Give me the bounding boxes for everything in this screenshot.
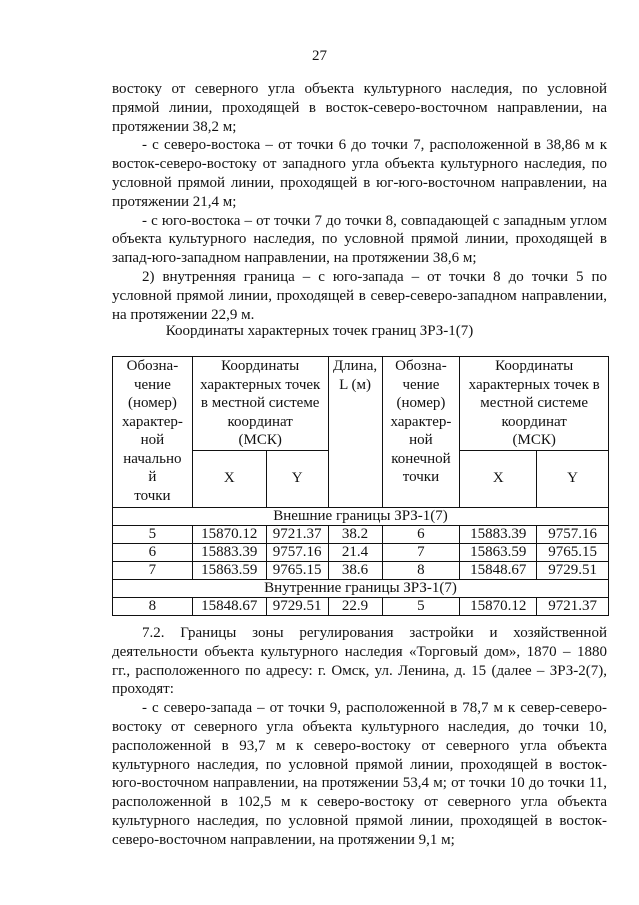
intro-text-block bbox=[112, 80, 607, 324]
table-cell: 15863.59 bbox=[192, 561, 266, 579]
header-length: Длина, L (м) bbox=[328, 357, 382, 508]
header-y-end: Y bbox=[537, 450, 609, 507]
paragraph: 2) внутренняя граница – с юго-запада – от точки 8 до точки 5 по условной прямой линии, проходящей в север-северо-западном направлении, на протяжении 22,9 м. bbox=[112, 268, 607, 323]
table-cell: 21.4 bbox=[328, 543, 382, 561]
table-section-row bbox=[113, 579, 609, 597]
table-cell: 15863.59 bbox=[460, 543, 537, 561]
section-outer-label: Внешние границы ЗРЗ-1(7) bbox=[113, 507, 609, 525]
header-end-point: Обозна- чение (номер) характер- ной конечной точки bbox=[382, 357, 460, 508]
section-inner-label: Внутренние границы ЗРЗ-1(7) bbox=[113, 579, 609, 597]
table-cell: 7 bbox=[113, 561, 193, 579]
table-cell: 15883.39 bbox=[460, 525, 537, 543]
table-cell: 9765.15 bbox=[537, 543, 609, 561]
table-row bbox=[113, 543, 609, 561]
paragraph: 7.2. Границы зоны регулирования застройки и хозяйственной деятельности объекта культурного наследия «Торговый дом», 1870 – 1880 гг., расположенного по адресу: г. Омск, ул. Ленина, д. 15 (далее – ЗРЗ-2(7), проходят: bbox=[112, 625, 607, 698]
table-cell: 9729.51 bbox=[266, 597, 328, 615]
table-caption: Координаты характерных точек границ ЗРЗ-1(7) bbox=[165, 323, 474, 339]
table-section-row bbox=[113, 507, 609, 525]
table-row bbox=[113, 597, 609, 615]
table-cell: 15848.67 bbox=[192, 597, 266, 615]
table-cell: 9721.37 bbox=[537, 597, 609, 615]
table-cell: 9765.15 bbox=[266, 561, 328, 579]
header-x-start: X bbox=[192, 450, 266, 507]
paragraph: - с юго-востока – от точки 7 до точки 8, совпадающей с западным углом объекта культурного наследия, по условной прямой линии, проходящей в запад-юго-западном направлении, на протяжении 38,6 м; bbox=[112, 212, 607, 267]
table-row bbox=[113, 561, 609, 579]
table-cell: 8 bbox=[113, 597, 193, 615]
table-cell: 9721.37 bbox=[266, 525, 328, 543]
table-cell: 8 bbox=[382, 561, 460, 579]
header-start-point: Обозна- чение (номер) характер- ной начально й точки bbox=[113, 357, 193, 508]
paragraph: - с северо-востока – от точки 6 до точки 7, расположенной в 38,86 м к восток-северо-востоку от западного угла объекта культурного наследия, по условной прямой линии, проходящей в юг-юго-восточном направлении, на протяжении 21,4 м; bbox=[112, 137, 607, 210]
coordinates-table bbox=[112, 356, 609, 616]
table-cell: 9757.16 bbox=[537, 525, 609, 543]
table-cell: 38.2 bbox=[328, 525, 382, 543]
paragraph: - с северо-запада – от точки 9, расположенной в 78,7 м к север-северо-востоку от северного угла объекта культурного наследия, до точки 10, расположенной в 93,7 м к северо-востоку от северного угла объекта культурного наследия, по условной прямой линии, проходящей в восток-юго-восточном направлении, на протяжении 53,4 м; от точки 10 до точки 11, расположенной в 102,5 м к северо-востоку от северного угла объекта культурного наследия, по условной прямой линии, проходящей в восток-северо-восточном направлении, на протяжении 9,1 м; bbox=[112, 700, 607, 848]
paragraph: востоку от северного угла объекта культурного наследия, по условной прямой линии, проходящей в восток-северо-восточном направлении, на протяжении 38,2 м; bbox=[112, 81, 607, 135]
table-cell: 9757.16 bbox=[266, 543, 328, 561]
table-row bbox=[113, 525, 609, 543]
page-number: 27 bbox=[312, 48, 327, 64]
header-coords-start: Координаты характерных точек в местной системе координат (МСК) bbox=[192, 357, 328, 451]
header-y-start: Y bbox=[266, 450, 328, 507]
header-coords-end: Координаты характерных точек в местной системе координат (МСК) bbox=[460, 357, 609, 451]
table-cell: 15883.39 bbox=[192, 543, 266, 561]
table-cell: 15870.12 bbox=[460, 597, 537, 615]
table-cell: 22.9 bbox=[328, 597, 382, 615]
table-header-row bbox=[113, 357, 609, 451]
table-cell: 38.6 bbox=[328, 561, 382, 579]
table-cell: 9729.51 bbox=[537, 561, 609, 579]
table-cell: 5 bbox=[382, 597, 460, 615]
table-cell: 5 bbox=[113, 525, 193, 543]
after-text-block bbox=[112, 624, 607, 850]
header-x-end: X bbox=[460, 450, 537, 507]
table-cell: 15870.12 bbox=[192, 525, 266, 543]
table-cell: 7 bbox=[382, 543, 460, 561]
table-cell: 6 bbox=[113, 543, 193, 561]
table-cell: 15848.67 bbox=[460, 561, 537, 579]
table-cell: 6 bbox=[382, 525, 460, 543]
